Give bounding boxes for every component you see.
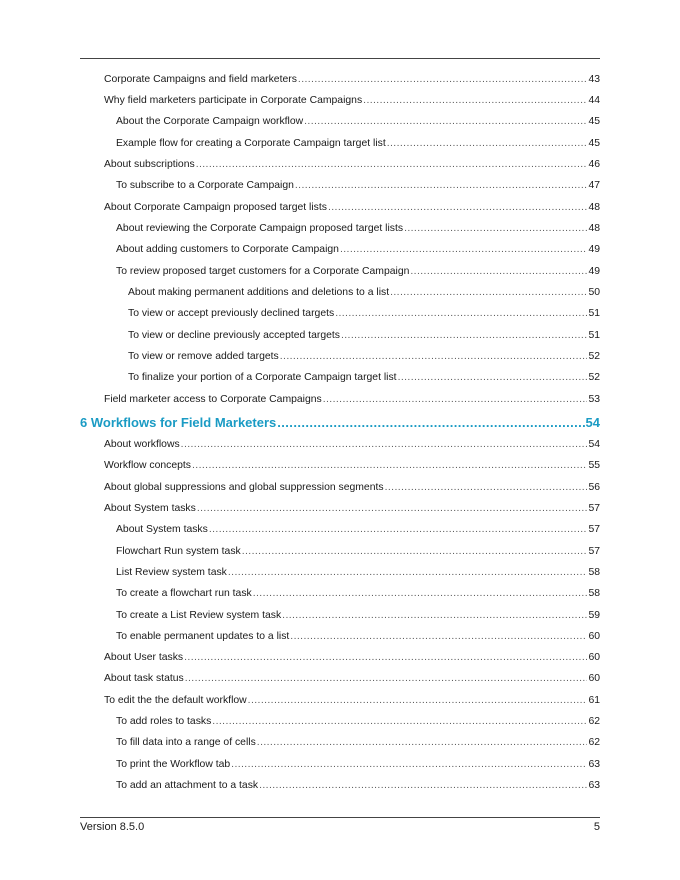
toc-entry-page: 54 xyxy=(588,439,600,450)
toc-leader xyxy=(196,158,588,172)
toc-leader xyxy=(387,137,588,151)
toc-leader xyxy=(181,438,588,452)
toc-entry-page: 52 xyxy=(588,351,600,362)
toc-entry-label: To view or accept previously declined targets xyxy=(128,308,335,319)
toc-leader xyxy=(282,609,587,623)
toc-leader xyxy=(290,630,587,644)
toc-entry-page: 63 xyxy=(588,759,600,770)
toc-entry-label: Flowchart Run system task xyxy=(116,546,241,557)
toc-entry[interactable] xyxy=(116,587,600,601)
toc-entry-label: About subscriptions xyxy=(104,159,195,170)
toc-entry-label: Field marketer access to Corporate Campaigns xyxy=(104,394,322,405)
toc-entry[interactable] xyxy=(116,137,600,151)
toc-entry-label: To view or remove added targets xyxy=(128,351,279,362)
toc-entry-label: To print the Workflow tab xyxy=(116,759,231,770)
footer-page-number: 5 xyxy=(593,821,600,833)
toc-entry[interactable] xyxy=(116,630,600,644)
toc-leader xyxy=(335,307,587,321)
toc-entry-page: 57 xyxy=(588,546,600,557)
toc-entry-page: 60 xyxy=(588,631,600,642)
toc-leader xyxy=(304,115,587,129)
toc-leader xyxy=(390,286,587,300)
toc-leader xyxy=(410,265,587,279)
toc-entry-page: 51 xyxy=(588,330,600,341)
toc-leader xyxy=(323,393,588,407)
header-rule xyxy=(80,58,600,59)
toc-entry-label: Example flow for creating a Corporate Campaign target list xyxy=(116,138,386,149)
toc-entry-page: 44 xyxy=(588,95,600,106)
toc-entry-label: About task status xyxy=(104,673,184,684)
toc-entry-label: About making permanent additions and deletions to a list xyxy=(128,287,390,298)
toc-leader xyxy=(185,672,588,686)
toc-entry[interactable] xyxy=(116,265,600,279)
toc-entry-label: About adding customers to Corporate Campaign xyxy=(116,244,339,255)
toc-leader xyxy=(398,371,588,385)
toc-entry[interactable] xyxy=(104,158,600,172)
toc-entry[interactable] xyxy=(104,94,600,108)
toc-leader xyxy=(197,502,588,516)
toc-entry-label: About Corporate Campaign proposed target lists xyxy=(104,202,327,213)
footer-rule xyxy=(80,817,600,818)
toc-entry-page: 49 xyxy=(588,244,600,255)
toc-entry[interactable] xyxy=(104,694,600,708)
toc-entry-page: 62 xyxy=(588,737,600,748)
toc-leader xyxy=(341,329,587,343)
toc-entry-label: To edit the the default workflow xyxy=(104,695,247,706)
toc-entry-page: 59 xyxy=(588,610,600,621)
toc-leader xyxy=(385,481,588,495)
toc-entry[interactable] xyxy=(104,672,600,686)
toc-entry[interactable] xyxy=(116,115,600,129)
toc-chapter-page: 54 xyxy=(585,415,600,430)
toc-leader xyxy=(184,651,587,665)
toc-entry-page: 51 xyxy=(588,308,600,319)
toc-entry-label: To create a flowchart run task xyxy=(116,588,252,599)
toc-chapter-heading[interactable] xyxy=(80,414,600,432)
toc-leader xyxy=(298,73,588,87)
toc-leader xyxy=(280,350,588,364)
toc-entry[interactable] xyxy=(116,609,600,623)
toc-entry-label: About reviewing the Corporate Campaign proposed target lists xyxy=(116,223,404,234)
toc-entry-label: Why field marketers participate in Corporate Campaigns xyxy=(104,95,363,106)
toc-entry-page: 48 xyxy=(588,223,600,234)
toc-entry-page: 60 xyxy=(588,673,600,684)
toc-entry[interactable] xyxy=(116,243,600,257)
toc-entry[interactable] xyxy=(104,481,600,495)
toc-entry[interactable] xyxy=(104,502,600,516)
toc-entry-label: About System tasks xyxy=(116,524,208,535)
toc-leader xyxy=(404,222,587,236)
toc-entry-label: To add an attachment to a task xyxy=(116,780,259,791)
toc-entry[interactable] xyxy=(116,736,600,750)
toc-entry[interactable] xyxy=(128,329,600,343)
toc-entry-label: Corporate Campaigns and field marketers xyxy=(104,74,297,85)
toc-leader xyxy=(295,179,588,193)
toc-leader xyxy=(209,523,588,537)
toc-entry-page: 61 xyxy=(588,695,600,706)
toc-entry-page: 49 xyxy=(588,266,600,277)
toc-entry-page: 63 xyxy=(588,780,600,791)
toc-entry-page: 53 xyxy=(588,394,600,405)
toc-entry[interactable] xyxy=(116,758,600,772)
toc-entry[interactable] xyxy=(128,307,600,321)
toc-entry[interactable] xyxy=(128,371,600,385)
toc-entry-page: 57 xyxy=(588,503,600,514)
toc-leader xyxy=(363,94,587,108)
toc-entry[interactable] xyxy=(104,393,600,407)
toc-entry-page: 48 xyxy=(588,202,600,213)
toc-leader xyxy=(253,587,588,601)
toc-leader xyxy=(192,459,587,473)
toc-entry-label: To add roles to tasks xyxy=(116,716,212,727)
toc-entry-label: About the Corporate Campaign workflow xyxy=(116,116,304,127)
toc-entry-label: To review proposed target customers for a Corporate Campaign xyxy=(116,266,410,277)
toc-entry-page: 46 xyxy=(588,159,600,170)
toc-entry-page: 43 xyxy=(588,74,600,85)
toc-entry-label: To create a List Review system task xyxy=(116,610,282,621)
toc-entry[interactable] xyxy=(116,222,600,236)
toc-entry[interactable] xyxy=(104,438,600,452)
toc-entry-label: To enable permanent updates to a list xyxy=(116,631,290,642)
toc-entry-label: To fill data into a range of cells xyxy=(116,737,256,748)
toc-entry-label: To subscribe to a Corporate Campaign xyxy=(116,180,294,191)
toc-entry-page: 52 xyxy=(588,372,600,383)
toc-entry[interactable] xyxy=(128,350,600,364)
toc-leader xyxy=(242,545,588,559)
toc-entry-page: 57 xyxy=(588,524,600,535)
toc-leader xyxy=(277,414,584,432)
toc-entry-label: About System tasks xyxy=(104,503,196,514)
toc-entry-page: 50 xyxy=(588,287,600,298)
toc-entry-label: To finalize your portion of a Corporate Campaign target list xyxy=(128,372,397,383)
toc-entry-label: About workflows xyxy=(104,439,180,450)
toc-entry-label: Workflow concepts xyxy=(104,460,192,471)
toc-entry[interactable] xyxy=(104,73,600,87)
toc-leader xyxy=(212,715,587,729)
toc-leader xyxy=(248,694,588,708)
toc-entry[interactable] xyxy=(116,779,600,793)
toc-entry-page: 56 xyxy=(588,482,600,493)
toc-entry-page: 60 xyxy=(588,652,600,663)
toc-leader xyxy=(231,758,587,772)
toc-entry[interactable] xyxy=(104,201,600,215)
toc-chapter-label: 6 Workflows for Field Marketers xyxy=(80,415,277,430)
toc-entry[interactable] xyxy=(116,523,600,537)
toc-entry[interactable] xyxy=(104,459,600,473)
toc-entry-page: 45 xyxy=(588,138,600,149)
toc-entry[interactable] xyxy=(128,286,600,300)
toc-entry-label: List Review system task xyxy=(116,567,227,578)
toc-leader xyxy=(228,566,588,580)
toc-leader xyxy=(259,779,587,793)
footer-version: Version 8.5.0 xyxy=(80,821,145,833)
toc-leader xyxy=(340,243,587,257)
toc-entry-page: 45 xyxy=(588,116,600,127)
toc-entry-page: 58 xyxy=(588,588,600,599)
toc-entry-label: About global suppressions and global suppression segments xyxy=(104,482,384,493)
toc-entry-label: To view or decline previously accepted targets xyxy=(128,330,340,341)
toc-entry-page: 62 xyxy=(588,716,600,727)
toc-entry[interactable] xyxy=(116,715,600,729)
toc-entry[interactable] xyxy=(116,179,600,193)
toc-entry-page: 58 xyxy=(588,567,600,578)
toc-entry[interactable] xyxy=(104,651,600,665)
toc-entry[interactable] xyxy=(116,545,600,559)
toc-entry[interactable] xyxy=(116,566,600,580)
toc-entry-page: 47 xyxy=(588,180,600,191)
toc-entry-page: 55 xyxy=(588,460,600,471)
toc-leader xyxy=(257,736,588,750)
toc-leader xyxy=(328,201,587,215)
toc-entry-label: About User tasks xyxy=(104,652,184,663)
